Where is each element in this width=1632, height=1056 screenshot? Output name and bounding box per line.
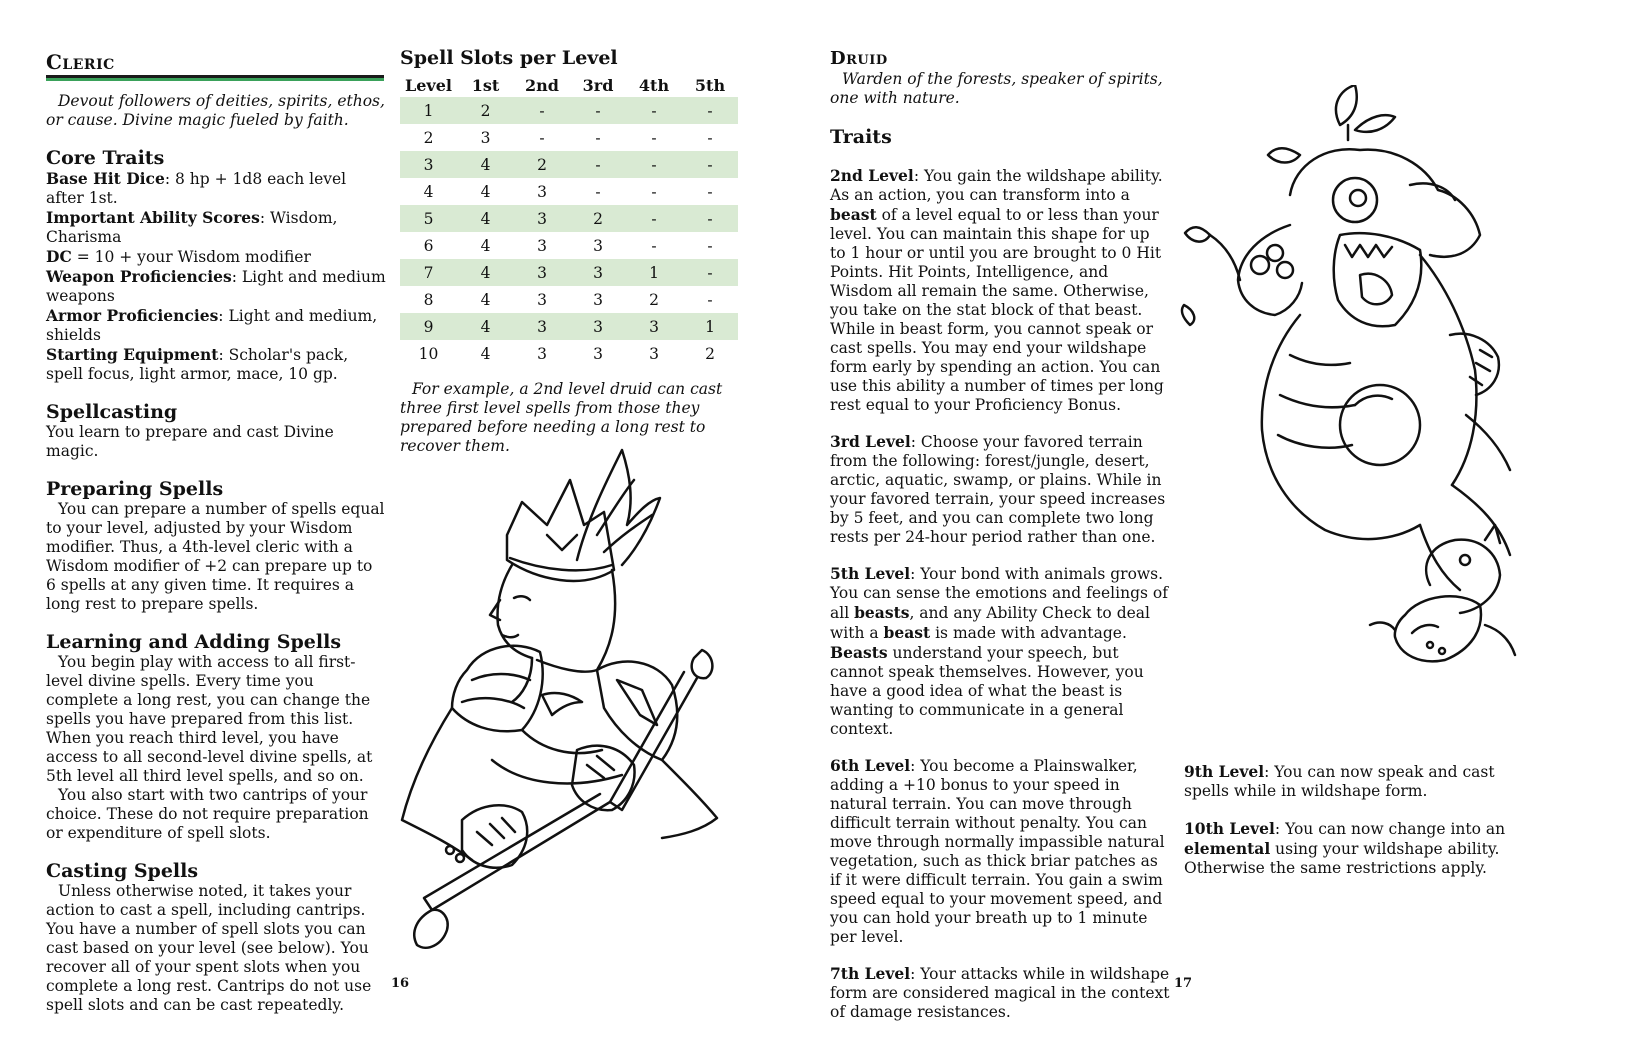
cleric-illustration: [372, 440, 724, 960]
table-cell: -: [626, 151, 682, 178]
level-9-trait: 9th Level: You can now speak and cast spells while in wildshape form.: [1184, 762, 1495, 800]
column-header: 2nd: [525, 75, 559, 95]
table-cell: -: [539, 128, 545, 147]
table-cell: 3: [593, 236, 603, 255]
spell-slots-table: [400, 73, 738, 367]
table-cell: 3: [570, 259, 626, 286]
table-row: [400, 178, 738, 205]
level-6-trait: 6th Level: You become a Plainswalker, adding a +10 bonus to your speed in natural terrain. You can move through difficult terrain without penalty. You can move through normally impassible natural vegetation, such as thick briar patches as if it were difficult terrain. You gain a swim speed equal to your movement speed, and you can hold your breath up to 1 minute per level.: [830, 756, 1165, 946]
cleric-title: Cleric: [46, 50, 115, 74]
level-2-trait: 2nd Level: You gain the wildshape ability. As an action, you can transform into a beast of a level equal to or less than your level. You can maintain this shape for up to 1 hour or until you are brought to 0 Hit Points. Hit Points, Intelligence, and Wisdom all remain the same. Otherwise, you take on the stat block of that beast. While in beast form, you cannot speak or cast spells. You may end your wildshape form early by spending an action. You can use this ability a number of times per long rest equal to your Proficiency Bonus.: [830, 166, 1164, 414]
table-cell: 4: [480, 290, 491, 309]
table-cell: 1: [400, 97, 457, 124]
table-cell: 3: [480, 128, 491, 147]
table-cell: 3: [514, 259, 570, 286]
table-cell: 1: [626, 259, 682, 286]
table-cell: 9: [400, 313, 457, 340]
table-cell: 1: [682, 313, 738, 340]
core-trait: Weapon Proficiencies: Light and medium weapons: [46, 267, 386, 305]
table-cell: 2: [570, 205, 626, 232]
table-row: [400, 340, 738, 367]
core-trait: Base Hit Dice: 8 hp + 1d8 each level after 1st.: [46, 169, 347, 207]
spell-slots-example: For example, a 2nd level druid can cast three first level spells from those they prepared before needing a long rest to recover them.: [400, 380, 723, 455]
cleric-header: [46, 50, 384, 81]
table-cell: -: [707, 128, 713, 147]
table-row: [400, 232, 738, 259]
column-header: 5th: [694, 75, 726, 95]
table-cell: -: [514, 97, 570, 124]
table-row: [400, 259, 738, 286]
learning-spells-text: You begin play with access to all first-level divine spells. Every time you complete a long rest, you can change the spells you have prepared from this list. When you reach third level, you have access to all second-level divine spells, at 5th level all third level spells, and so on.: [46, 653, 373, 785]
table-cell: 3: [514, 205, 570, 232]
table-cell: 2: [514, 151, 570, 178]
title-rule-green: [46, 78, 384, 81]
table-cell: -: [651, 182, 657, 201]
table-cell: 3: [514, 313, 570, 340]
table-row: [400, 97, 738, 124]
table-cell: 2: [649, 290, 659, 309]
table-cell: 3: [537, 290, 547, 309]
table-cell: 4: [457, 313, 514, 340]
page-number-left: 16: [391, 976, 410, 991]
table-cell: -: [707, 236, 713, 255]
cleric-column: [46, 92, 386, 1015]
table-cell: -: [595, 128, 601, 147]
table-cell: 3: [537, 236, 547, 255]
table-cell: 7: [400, 259, 457, 286]
table-cell: 10: [418, 344, 439, 363]
table-cell: -: [707, 182, 713, 201]
level-5-trait: 5th Level: Your bond with animals grows. You can sense the emotions and feelings of all beasts, and any Ability Check to deal with a beast is made with advantage. Beasts understand your speech, but cannot speak themselves. However, you have a good idea of what the beast is wanting to communicate in a general context.: [830, 564, 1168, 738]
druid-title: Druid: [830, 48, 888, 69]
druid-column: [830, 48, 1170, 1022]
table-cell: -: [707, 290, 713, 309]
druid-column-right: [1184, 762, 1524, 878]
core-trait: Starting Equipment: Scholar's pack, spell focus, light armor, mace, 10 gp.: [46, 345, 349, 383]
table-cell: -: [682, 97, 738, 124]
column-header: Level: [405, 75, 452, 95]
page-number-right: 17: [1174, 976, 1193, 991]
table-cell: 4: [457, 205, 514, 232]
core-trait: Armor Proficiencies: Light and medium, shields: [46, 306, 378, 344]
table-cell: -: [682, 259, 738, 286]
table-cell: 4: [457, 151, 514, 178]
table-cell: 8: [423, 290, 434, 309]
table-cell: 3: [537, 344, 547, 363]
table-cell: 3: [626, 313, 682, 340]
casting-spells-heading: Casting Spells: [46, 860, 199, 882]
table-row: [400, 313, 738, 340]
spellcasting-text: You learn to prepare and cast Divine magic.: [46, 423, 334, 460]
table-cell: 6: [423, 236, 434, 255]
table-cell: -: [626, 205, 682, 232]
table-cell: 2: [705, 344, 715, 363]
table-cell: 2: [423, 128, 434, 147]
column-header: 4th: [638, 75, 670, 95]
level-10-trait: 10th Level: You can now change into an elemental using your wildshape ability. Otherwise the same restrictions apply.: [1184, 819, 1506, 877]
column-header: 3rd: [582, 75, 614, 95]
table-row: [400, 151, 738, 178]
table-row: [400, 205, 738, 232]
table-cell: -: [651, 128, 657, 147]
table-cell: 4: [457, 259, 514, 286]
spell-slots-section: [400, 47, 740, 456]
level-7-trait: 7th Level: Your attacks while in wildshape form are considered magical in the context of damage resistances.: [830, 964, 1170, 1021]
learning-spells-heading: Learning and Adding Spells: [46, 631, 342, 653]
table-row: [400, 124, 738, 151]
table-cell: 4: [480, 182, 491, 201]
preparing-spells-text: You can prepare a number of spells equal to your level, adjusted by your Wisdom modifier. Thus, a 4th-level cleric with a Wisdom modifier of +2 can prepare up to 6 spells at any given time. It requires a long rest to prepare spells.: [46, 500, 385, 613]
table-row: [400, 286, 738, 313]
level-3-trait: 3rd Level: Choose your favored terrain from the following: forest/jungle, desert, arctic, aquatic, swamp, or plains. While in your favored terrain, your speed increases by 5 feet, and you can complete two long rests per 24-hour period rather than one.: [830, 432, 1166, 546]
casting-spells-text: Unless otherwise noted, it takes your action to cast a spell, including cantrips. You have a number of spell slots you can cast based on your level (see below). You recover all of your spent slots when you complete a long rest. Cantrips do not use spell slots and can be cast repeatedly.: [46, 882, 372, 1014]
table-header-row: [400, 73, 738, 97]
table-cell: 3: [593, 344, 603, 363]
table-cell: 5: [400, 205, 457, 232]
preparing-spells-heading: Preparing Spells: [46, 478, 224, 500]
traits-heading: Traits: [830, 126, 892, 148]
table-cell: 3: [537, 182, 547, 201]
table-cell: -: [651, 236, 657, 255]
table-cell: 4: [423, 182, 434, 201]
druid-intro: Warden of the forests, speaker of spirits, one with nature.: [830, 70, 1163, 107]
table-cell: 3: [593, 290, 603, 309]
table-cell: -: [682, 205, 738, 232]
table-cell: 3: [400, 151, 457, 178]
table-cell: 2: [457, 97, 514, 124]
core-trait: Important Ability Scores: Wisdom, Charisma: [46, 208, 338, 246]
cantrips-text: You also start with two cantrips of your choice. These do not require preparation or expenditure of spell slots.: [46, 786, 369, 842]
core-traits-heading: Core Traits: [46, 147, 165, 169]
table-cell: -: [570, 97, 626, 124]
cleric-intro: Devout followers of deities, spirits, ethos, or cause. Divine magic fueled by faith.: [46, 92, 385, 129]
table-cell: -: [570, 151, 626, 178]
table-cell: -: [595, 182, 601, 201]
spellcasting-heading: Spellcasting: [46, 401, 178, 423]
table-cell: 3: [649, 344, 659, 363]
table-cell: 4: [480, 236, 491, 255]
column-header: 1st: [471, 75, 500, 95]
table-cell: 3: [570, 313, 626, 340]
core-trait: DC = 10 + your Wisdom modifier: [46, 247, 311, 266]
druid-illustration: [1180, 85, 1550, 695]
table-cell: -: [626, 97, 682, 124]
table-cell: -: [682, 151, 738, 178]
core-traits-list: [46, 169, 386, 384]
table-cell: 4: [480, 344, 491, 363]
spell-slots-heading: Spell Slots per Level: [400, 47, 618, 69]
